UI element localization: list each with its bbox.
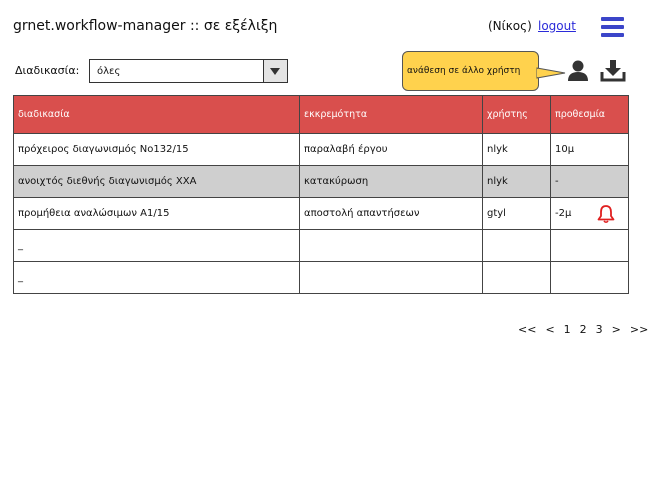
cell-process: ανοιχτός διεθνής διαγωνισμός ΧΧΑ bbox=[14, 166, 300, 198]
process-filter-label: Διαδικασία: bbox=[15, 64, 80, 77]
process-filter-select[interactable] bbox=[89, 59, 288, 83]
cell-pending bbox=[300, 230, 483, 262]
cell-process: πρόχειρος διαγωνισμός Νο132/15 bbox=[14, 134, 300, 166]
col-process[interactable]: διαδικασία bbox=[14, 96, 300, 134]
cell-process: _ bbox=[14, 262, 300, 294]
cell-pending: αποστολή απαντήσεων bbox=[300, 198, 483, 230]
page-3-button[interactable]: 3 bbox=[595, 323, 603, 336]
cell-pending: κατακύρωση bbox=[300, 166, 483, 198]
page-prev-button[interactable]: < bbox=[545, 323, 555, 336]
tasks-table bbox=[13, 95, 629, 294]
page-next-button[interactable]: > bbox=[611, 323, 621, 336]
process-filter-value: όλες bbox=[97, 66, 121, 77]
col-pending[interactable]: εκκρεμότητα bbox=[300, 96, 483, 134]
table-row[interactable] bbox=[14, 262, 629, 294]
table-header-row bbox=[14, 96, 629, 134]
cell-deadline: -2μ bbox=[555, 208, 572, 219]
logout-link[interactable]: logout bbox=[538, 19, 576, 33]
page-2-button[interactable]: 2 bbox=[579, 323, 587, 336]
bell-alert-icon[interactable] bbox=[596, 204, 616, 224]
table-row[interactable] bbox=[14, 166, 629, 198]
chevron-down-icon[interactable] bbox=[263, 60, 287, 82]
col-user[interactable]: χρήστης bbox=[483, 96, 551, 134]
cell-process: _ bbox=[14, 230, 300, 262]
tooltip-text: ανάθεση σε άλλο χρήστη bbox=[407, 66, 521, 76]
cell-pending bbox=[300, 262, 483, 294]
cell-process: προμήθεια αναλώσιμων Α1/15 bbox=[14, 198, 300, 230]
table-row[interactable] bbox=[14, 230, 629, 262]
cell-deadline bbox=[551, 262, 629, 294]
cell-user: nlyk bbox=[483, 166, 551, 198]
page-last-button[interactable]: >> bbox=[629, 323, 648, 336]
cell-deadline bbox=[551, 230, 629, 262]
tooltip-pointer bbox=[537, 66, 567, 82]
page-first-button[interactable]: << bbox=[518, 323, 537, 336]
cell-user: nlyk bbox=[483, 134, 551, 166]
page-1-button[interactable]: 1 bbox=[563, 323, 571, 336]
menu-icon[interactable] bbox=[601, 17, 624, 37]
cell-deadline: 10μ bbox=[551, 134, 629, 166]
table-row[interactable] bbox=[14, 198, 629, 230]
cell-pending: παραλαβή έργου bbox=[300, 134, 483, 166]
reassign-user-icon[interactable] bbox=[566, 60, 590, 82]
cell-user: gtyl bbox=[483, 198, 551, 230]
app-title: grnet.workflow-manager :: σε εξέλιξη bbox=[13, 18, 278, 34]
cell-user bbox=[483, 262, 551, 294]
pagination bbox=[518, 323, 648, 336]
cell-user bbox=[483, 230, 551, 262]
col-deadline[interactable]: προθεσμία bbox=[551, 96, 629, 134]
cell-deadline: - bbox=[551, 166, 629, 198]
download-icon[interactable] bbox=[601, 59, 625, 81]
table-row[interactable] bbox=[14, 134, 629, 166]
cell-deadline-overdue bbox=[551, 198, 629, 230]
reassign-tooltip bbox=[402, 51, 539, 91]
current-user: (Νίκος) bbox=[488, 19, 532, 33]
